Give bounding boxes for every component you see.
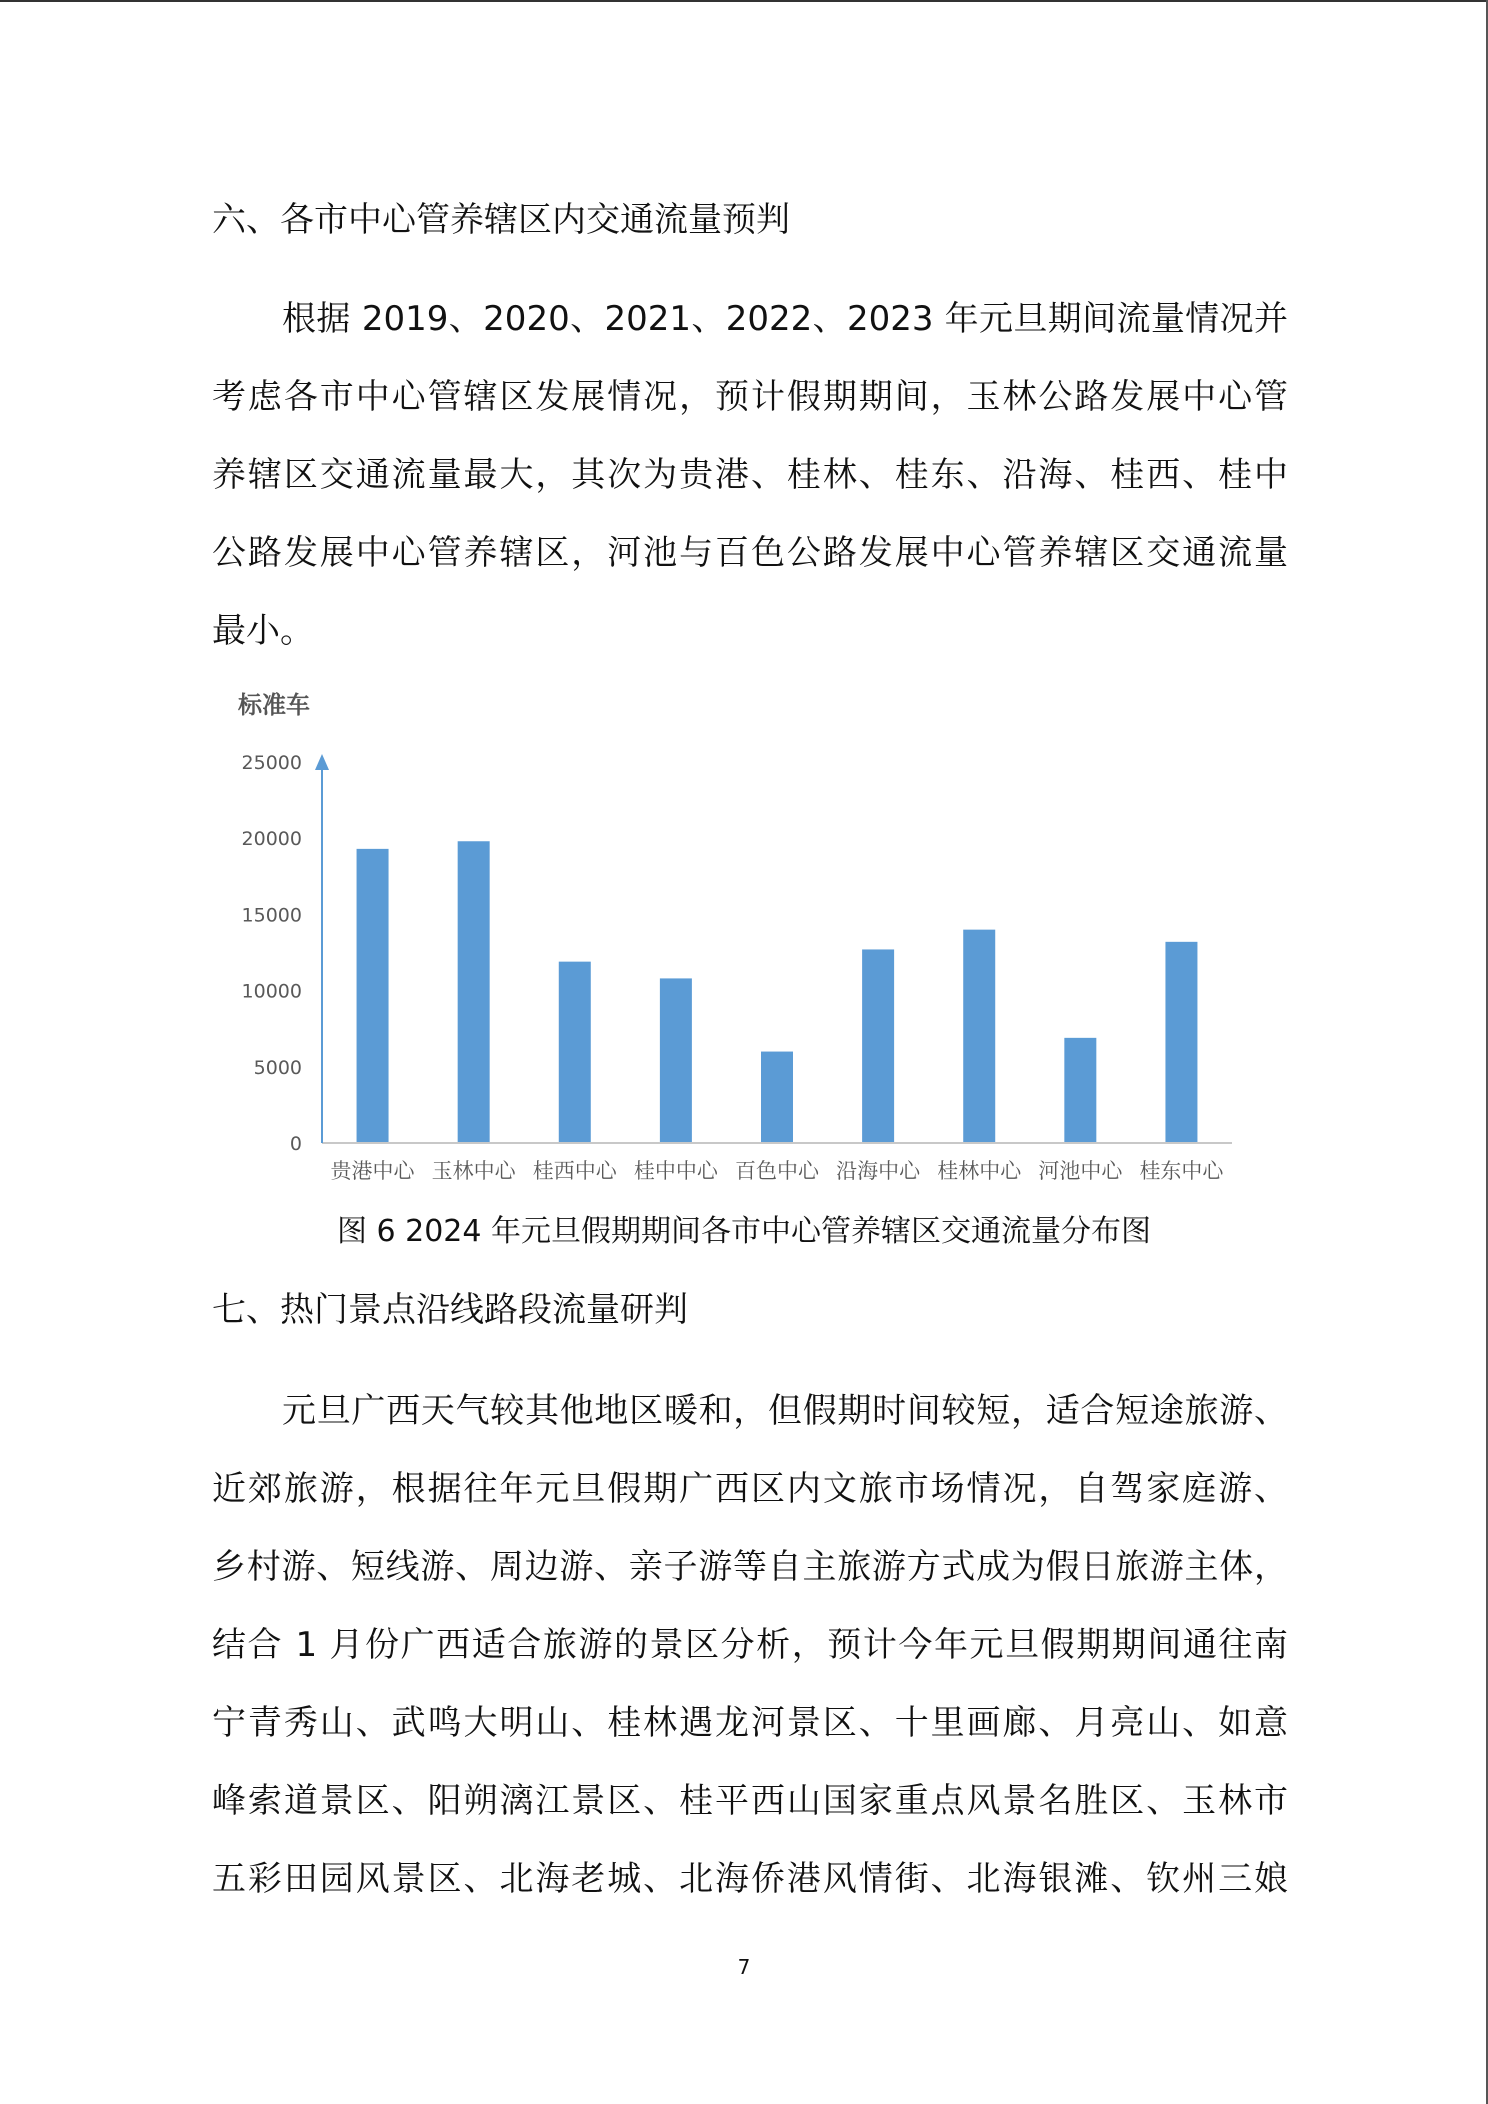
paragraph-line: 近郊旅游，根据往年元旦假期广西区内文旅市场情况，自驾家庭游、	[212, 1469, 1288, 1509]
bars-group	[357, 841, 1198, 1143]
chart-svg	[222, 680, 1252, 1200]
paragraph-line: 考虑各市中心管辖区发展情况，预计假期期间，玉林公路发展中心管	[212, 377, 1288, 417]
bar-4	[660, 978, 692, 1143]
y-tick-label: 0	[289, 1133, 302, 1155]
x-tick-label: 桂东中心	[1139, 1159, 1224, 1183]
paragraph-line: 宁青秀山、武鸣大明山、桂林遇龙河景区、十里画廊、月亮山、如意	[212, 1703, 1288, 1743]
bar-7	[963, 930, 995, 1143]
paragraph-line: 峰索道景区、阳朔漓江景区、桂平西山国家重点风景名胜区、玉林市	[212, 1781, 1288, 1821]
x-tick-label: 河池中心	[1038, 1159, 1123, 1183]
x-axis-ticks	[331, 1159, 1225, 1183]
y-tick-label: 5000	[253, 1056, 302, 1079]
paragraph-line: 养辖区交通流量最大，其次为贵港、桂林、桂东、沿海、桂西、桂中	[212, 455, 1288, 495]
y-tick-label: 25000	[241, 752, 302, 774]
bar-3	[559, 962, 591, 1143]
section-7-heading: 七、热门景点沿线路段流量研判	[212, 1290, 688, 1330]
bar-6	[862, 949, 894, 1143]
y-tick-label: 20000	[241, 828, 302, 851]
bar-1	[357, 849, 389, 1143]
paragraph-line: 元旦广西天气较其他地区暖和，但假期时间较短，适合短途旅游、	[282, 1391, 1288, 1431]
figure-caption: 图 6 2024 年元旦假期期间各市中心管养辖区交通流量分布图	[336, 1214, 1152, 1249]
section-6-heading: 六、各市中心管养辖区内交通流量预判	[212, 200, 790, 240]
x-tick-label: 桂林中心	[937, 1159, 1022, 1183]
y-tick-label: 15000	[241, 904, 302, 927]
x-tick-label: 贵港中心	[330, 1159, 415, 1183]
bar-2	[458, 841, 490, 1143]
bar-9	[1165, 942, 1197, 1143]
x-tick-label: 桂中中心	[633, 1159, 718, 1183]
paragraph-line: 公路发展中心管养辖区，河池与百色公路发展中心管养辖区交通流量	[212, 533, 1288, 573]
bar-8	[1064, 1038, 1096, 1143]
page-top-border	[0, 0, 1488, 2]
y-tick-label: 10000	[241, 980, 302, 1003]
bar-5	[761, 1052, 793, 1143]
y-axis-arrow-icon	[315, 754, 329, 770]
paragraph-line: 根据 2019、2020、2021、2022、2023 年元旦期间流量情况并	[282, 299, 1288, 339]
y-axis-ticks	[242, 752, 302, 1155]
page-number: 7	[737, 1955, 751, 1979]
y-axis-label: 标准车	[238, 691, 310, 719]
x-tick-label: 玉林中心	[431, 1159, 516, 1183]
paragraph-line: 乡村游、短线游、周边游、亲子游等自主旅游方式成为假日旅游主体，	[212, 1547, 1288, 1587]
paragraph-line: 五彩田园风景区、北海老城、北海侨港风情街、北海银滩、钦州三娘	[212, 1859, 1288, 1899]
traffic-bar-chart	[222, 680, 1252, 1200]
paragraph-line: 最小。	[212, 611, 314, 651]
section-6-paragraph	[212, 280, 1288, 670]
section-7-paragraph	[212, 1372, 1288, 1918]
x-tick-label: 桂西中心	[532, 1159, 617, 1183]
paragraph-line: 结合 1 月份广西适合旅游的景区分析，预计今年元旦假期期间通往南	[212, 1625, 1288, 1665]
x-tick-label: 百色中心	[735, 1159, 819, 1183]
x-tick-label: 沿海中心	[836, 1159, 921, 1183]
